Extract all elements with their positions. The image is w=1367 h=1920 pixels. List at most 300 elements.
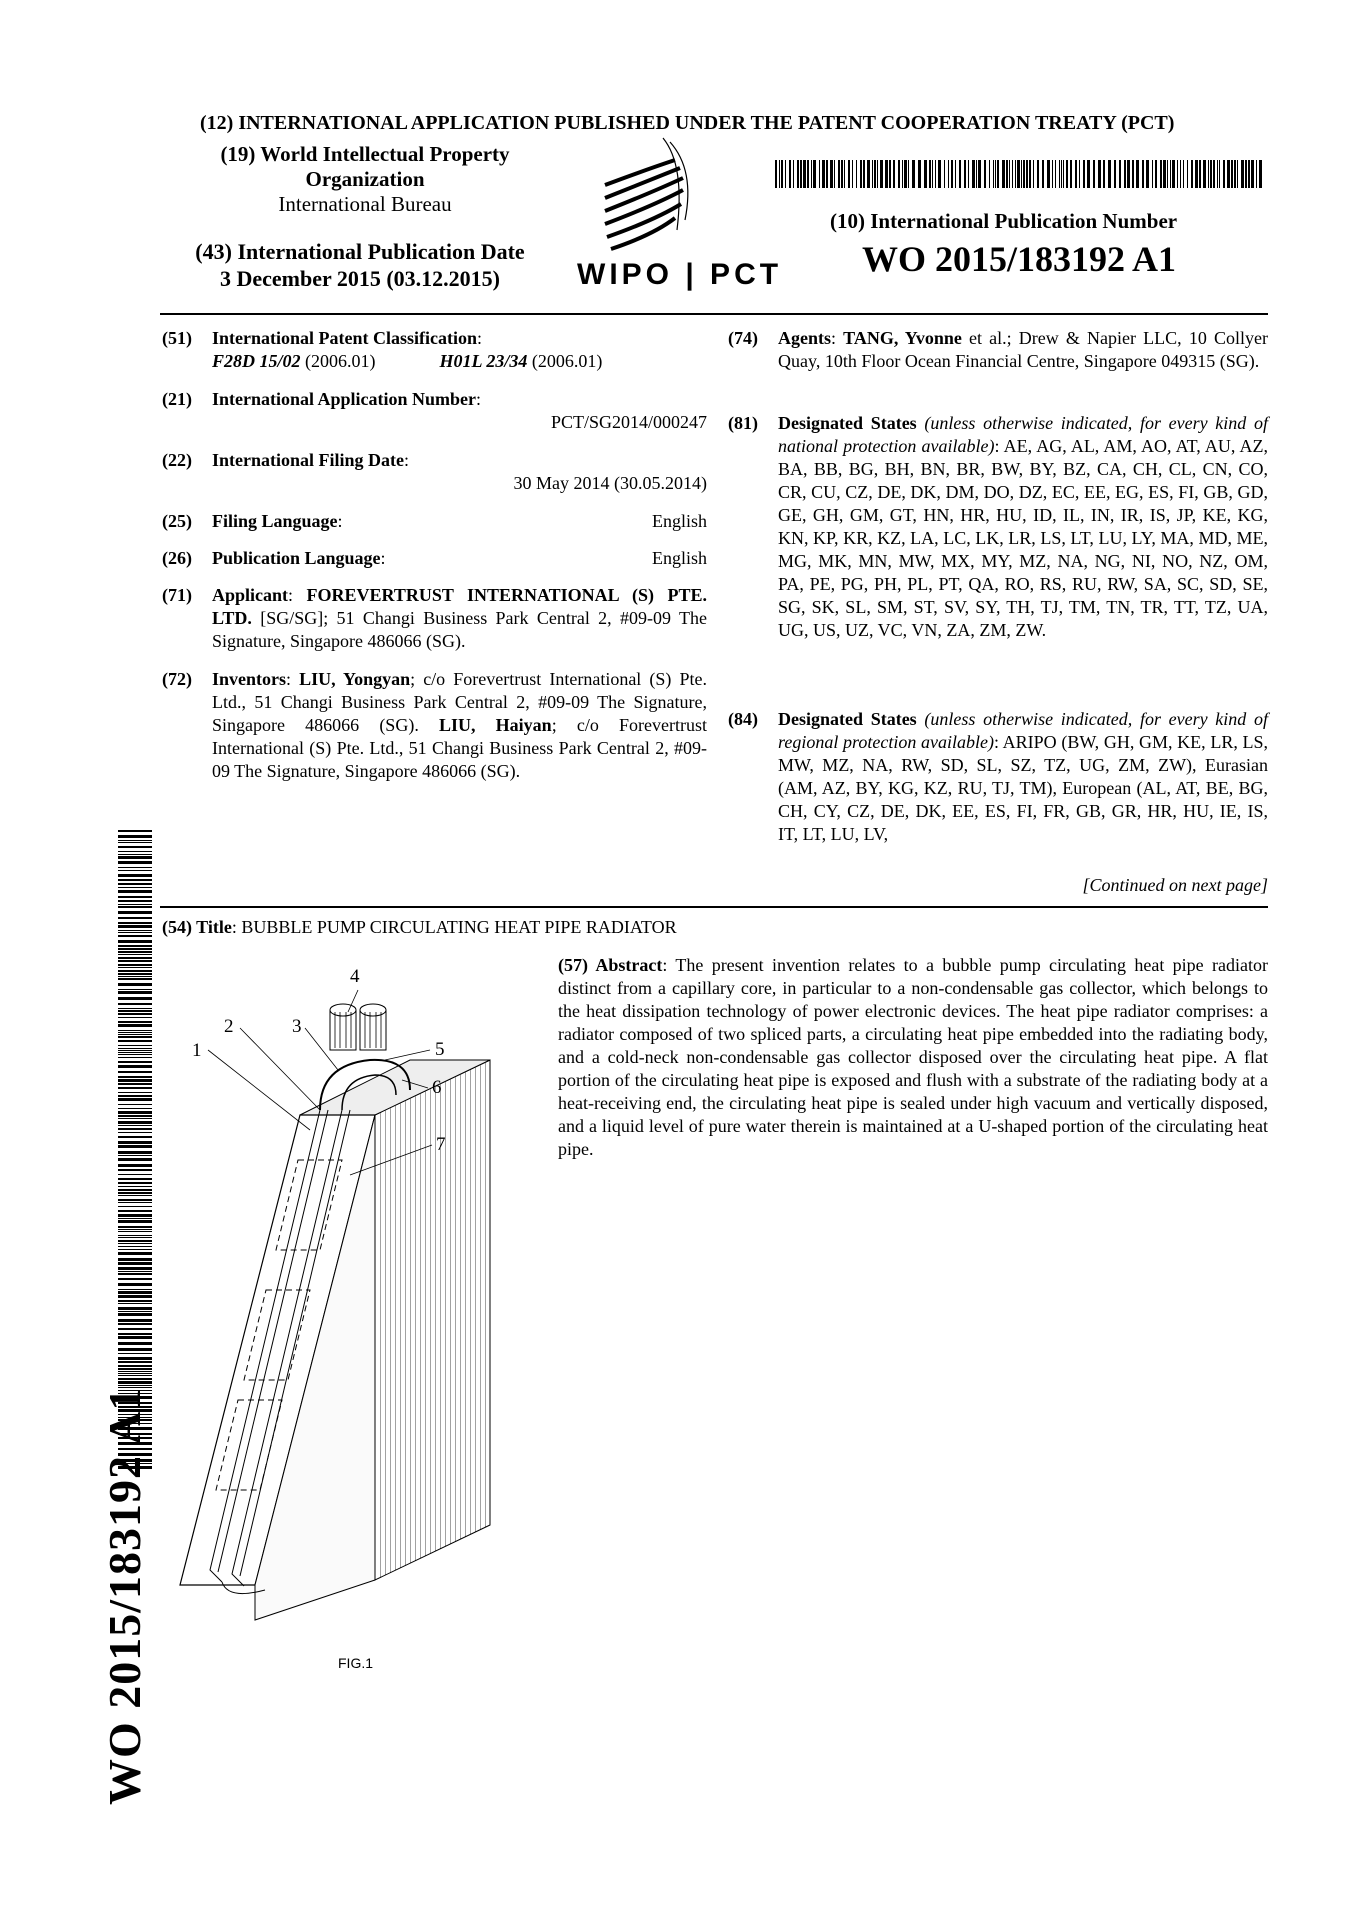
field-81-label: Designated States: [778, 413, 917, 433]
field-72: (72) Inventors: LIU, Yongyan; c/o Forevertrust International (S) Pte. Ltd., 51 Changi Business Park Central 2, #09-09 The Signature, Singapore 486066 (SG). LIU, Haiyan; c/o Forevertrust International (S) Pte. Ltd., 51 Changi Business Park Central 2, #09-09 The Signature, Singapore 486066 (SG).: [162, 669, 708, 781]
side-barcode-bar: [118, 840, 152, 841]
side-barcode-bar: [118, 1036, 152, 1038]
side-barcode-bar: [118, 940, 152, 943]
barcode-bar: [1006, 160, 1008, 188]
side-barcode-bar: [118, 1045, 152, 1046]
barcode-bar: [803, 160, 806, 188]
field-25: (25) Filing Language: English: [162, 511, 707, 531]
barcode-bar: [819, 160, 820, 188]
side-barcode-bar: [118, 1057, 152, 1058]
barcode-bar: [984, 160, 986, 188]
side-barcode-bar: [118, 1034, 152, 1035]
field-26-number: (26): [162, 548, 192, 568]
barcode-bar: [935, 160, 936, 188]
side-barcode-bar: [118, 1295, 152, 1298]
side-barcode-bar: [118, 835, 152, 838]
filing-language: English: [651, 511, 707, 531]
regional-states-list: : ARIPO (BW, GH, GM, KE, LR, LS, MW, MZ, NA, RW, SD, SL, SZ, TZ, UG, ZM, ZW), Eurasian (AM, AZ, BY, KG, KZ, RU, TJ, TM), European (AL, AT, BE, BG, CH, CY, CZ, DE, DK, EE, ES, FI, FR, GB, GR, HR, HU, IE, IS, IT, LT, LU, LV,: [778, 732, 1269, 844]
barcode-bar: [781, 160, 783, 188]
side-barcode-bar: [118, 957, 152, 959]
barcode-bar: [1055, 160, 1056, 188]
field-84-qualifier: (unless otherwise indicated, for every kind of regional protection available): [778, 709, 1268, 752]
barcode-bar: [944, 160, 945, 188]
side-barcode-bar: [118, 1071, 152, 1073]
barcode-bar: [948, 160, 949, 188]
side-barcode-bar: [118, 1226, 152, 1228]
field-51-label: International Patent Classification: [212, 328, 477, 348]
barcode-bar: [789, 160, 791, 188]
side-barcode-bar: [118, 1214, 152, 1217]
side-barcode-bar: [118, 1202, 152, 1203]
barcode-bar: [1103, 160, 1105, 188]
barcode-bar: [1017, 160, 1020, 188]
barcode-bar: [834, 160, 835, 188]
barcode-bar: [1170, 160, 1171, 188]
side-barcode-bar: [118, 1013, 152, 1015]
side-barcode-bar: [118, 1249, 152, 1250]
barcode-bar: [924, 160, 927, 188]
barcode-bar: [1127, 160, 1130, 188]
side-barcode-bar: [118, 1252, 152, 1255]
barcode-bar: [1079, 160, 1080, 188]
barcode-bar: [1213, 160, 1215, 188]
header-rule: [160, 313, 1268, 315]
barcode-bar: [1087, 160, 1090, 188]
side-barcode-bar: [118, 1333, 152, 1335]
side-barcode-graphic: [118, 830, 152, 1470]
side-barcode-bar: [118, 1010, 152, 1012]
barcode-bar: [1124, 160, 1126, 188]
barcode-bar: [1119, 160, 1121, 188]
field-81: [728, 412, 1268, 642]
barcode-bar: [1241, 160, 1244, 188]
barcode-bar: [1152, 160, 1153, 188]
barcode-bar: [1219, 160, 1220, 188]
publication-number: WO 2015/183192 A1: [862, 239, 1177, 279]
field-25-number: (25): [162, 511, 192, 531]
agent-address: et al.; Drew & Napier LLC, 10 Collyer Quay, 10th Floor Ocean Financial Centre, Singapore 049315 (SG).: [778, 328, 1268, 371]
barcode-bar: [813, 160, 816, 188]
barcode-bar: [830, 160, 833, 188]
barcode-bar: [932, 160, 933, 188]
side-barcode-bar: [118, 1079, 152, 1082]
side-barcode-bar: [118, 1083, 152, 1085]
barcode-bar: [872, 160, 873, 188]
field-22-number: (22): [162, 450, 192, 470]
side-barcode-bar: [118, 1271, 152, 1272]
side-barcode-bar: [118, 964, 152, 966]
side-barcode-bar: [118, 911, 152, 914]
side-barcode-bar: [118, 1021, 152, 1023]
field-25-label: Filing Language: [212, 511, 338, 531]
barcode-bar: [885, 160, 888, 188]
org-line-1: (19) World Intellectual Property: [220, 142, 510, 166]
field-21-label: International Application Number: [212, 389, 477, 409]
side-barcode-bar: [118, 1342, 152, 1345]
side-barcode-bar: [118, 1267, 152, 1270]
barcode-bar: [929, 160, 931, 188]
barcode-bar: [1237, 160, 1238, 188]
barcode-bar: [1142, 160, 1144, 188]
figure-label-5: 5: [435, 1039, 445, 1060]
org-line-2: Organization: [305, 167, 425, 191]
side-barcode-bar: [118, 1158, 152, 1161]
side-barcode-bar: [118, 896, 152, 898]
side-barcode-bar: [118, 1024, 152, 1027]
side-barcode-bar: [118, 1192, 152, 1194]
side-barcode-bar: [118, 1229, 152, 1230]
barcode-bar: [1223, 160, 1225, 188]
field-51: (51) International Patent Classification: F28D 15/02 (2006.01) H01L 23/34 (2006.01): [162, 328, 603, 371]
side-barcode-bar: [118, 1307, 152, 1310]
side-barcode-bar: [118, 1361, 152, 1363]
barcode-bar: [822, 160, 825, 188]
side-barcode-bar: [118, 1218, 152, 1219]
title-section: (54) Title: BUBBLE PUMP CIRCULATING HEAT PIPE RADIATOR: [162, 917, 677, 937]
barcode-bar: [793, 160, 794, 188]
barcode-bar: [1191, 160, 1193, 188]
barcode-bar: [1009, 160, 1010, 188]
barcode-bar: [1023, 160, 1025, 188]
barcode-bar: [951, 160, 953, 188]
field-72-number: (72): [162, 669, 192, 689]
side-barcode-bar: [118, 1108, 152, 1109]
classification-2: H01L 23/34: [439, 351, 528, 371]
side-barcode-bar: [118, 867, 152, 868]
field-51-number: (51): [162, 328, 192, 348]
side-barcode-bar: [118, 1368, 152, 1370]
side-barcode-bar: [118, 1169, 152, 1171]
side-barcode-bar: [118, 851, 152, 852]
barcode-bar: [893, 160, 895, 188]
top-barcode: [775, 160, 1265, 188]
side-barcode-bar: [118, 1328, 152, 1330]
barcode-bar: [1033, 160, 1034, 188]
side-barcode-bar: [118, 991, 152, 994]
barcode-bar: [1108, 160, 1111, 188]
barcode-bar: [860, 160, 862, 188]
side-barcode-bar: [118, 1054, 152, 1055]
side-barcode-bar: [118, 1128, 152, 1130]
application-number: PCT/SG2014/000247: [550, 412, 707, 432]
side-barcode-bar: [118, 1300, 152, 1302]
barcode-bar: [877, 160, 878, 188]
side-barcode-bar: [118, 854, 152, 855]
side-barcode-bar: [118, 861, 152, 864]
side-barcode-bar: [118, 1303, 152, 1304]
side-barcode-bar: [118, 1189, 152, 1191]
side-barcode-bar: [118, 1178, 152, 1180]
field-21-number: (21): [162, 389, 192, 409]
barcode-bar: [1002, 160, 1005, 188]
barcode-bar: [1037, 160, 1039, 188]
barcode-bar: [1227, 160, 1230, 188]
side-barcode-bar: [118, 1246, 152, 1247]
side-barcode-bar: [118, 1231, 152, 1232]
field-74-label: Agents: [778, 328, 831, 348]
side-barcode-bar: [118, 1092, 152, 1093]
side-barcode-bar: [118, 997, 152, 1000]
side-barcode-bar: [118, 1141, 152, 1144]
barcode-bar: [1163, 160, 1166, 188]
side-barcode-bar: [118, 842, 152, 843]
org-line-3: International Bureau: [278, 192, 452, 216]
barcode-bar: [874, 160, 876, 188]
barcode-bar: [1083, 160, 1085, 188]
wipo-logo: [575, 130, 783, 291]
side-barcode-bar: [118, 1052, 152, 1053]
barcode-bar: [848, 160, 850, 188]
barcode-bar: [800, 160, 802, 188]
barcode-bar: [867, 160, 870, 188]
barcode-bar: [1075, 160, 1077, 188]
barcode-bar: [997, 160, 999, 188]
side-barcode-bar: [118, 1199, 152, 1201]
wipo-pct-text: WIPO | PCT: [577, 258, 783, 291]
field-81-number: (81): [728, 413, 758, 433]
figure-label-6: 6: [432, 1077, 442, 1098]
barcode-bar: [978, 160, 981, 188]
side-barcode-bar: [118, 970, 152, 972]
classification-1-year: (2006.01): [305, 351, 376, 371]
barcode-bar: [1132, 160, 1134, 188]
side-barcode-bar: [118, 1323, 152, 1325]
barcode-bar: [1070, 160, 1072, 188]
side-barcode-bar: [118, 1050, 152, 1051]
side-barcode-bar: [118, 1151, 152, 1154]
side-barcode-bar: [118, 1121, 152, 1124]
field-72-label: Inventors: [212, 669, 287, 689]
side-barcode-bar: [118, 1115, 152, 1117]
field-21: (21) International Application Number: PCT/SG2014/000247: [162, 389, 707, 432]
organization-block: [200, 142, 530, 217]
classification-1: F28D 15/02: [212, 351, 301, 371]
side-barcode-bar: [118, 1076, 152, 1078]
side-barcode-bar: [118, 846, 152, 848]
side-barcode-bar: [118, 1174, 152, 1175]
barcode-bar: [1061, 160, 1062, 188]
side-barcode-bar: [118, 925, 152, 928]
barcode-bar: [959, 160, 961, 188]
side-barcode-bar: [118, 1353, 152, 1354]
invention-title: BUBBLE PUMP CIRCULATING HEAT PIPE RADIATOR: [241, 917, 677, 937]
barcode-bar: [1167, 160, 1168, 188]
publication-date-label: (43) International Publication Date: [195, 239, 525, 264]
barcode-bar: [1021, 160, 1022, 188]
field-71-label: Applicant: [212, 585, 289, 605]
side-barcode-bar: [118, 1145, 152, 1148]
barcode-bar: [902, 160, 903, 188]
classification-2-year: (2006.01): [531, 351, 603, 371]
side-barcode-bar: [118, 1375, 152, 1376]
side-barcode-bar: [118, 1182, 152, 1184]
field-74-number: (74): [728, 328, 758, 348]
barcode-bar: [1093, 160, 1095, 188]
barcode-bar: [826, 160, 828, 188]
barcode-bar: [938, 160, 941, 188]
barcode-bar: [797, 160, 799, 188]
side-barcode-bar: [118, 1262, 152, 1265]
side-barcode-bar: [118, 874, 152, 877]
publication-date-block: [180, 238, 540, 292]
side-barcode-bar: [118, 967, 152, 968]
barcode-bar: [1066, 160, 1068, 188]
treaty-header: (12) INTERNATIONAL APPLICATION PUBLISHED UNDER THE PATENT COOPERATION TREATY (PCT): [200, 112, 1175, 134]
side-barcode-bar: [118, 1195, 152, 1196]
side-barcode-bar: [118, 1132, 152, 1133]
figure-label-7: 7: [436, 1134, 446, 1155]
side-barcode-bar: [118, 1273, 152, 1275]
side-barcode-bar: [118, 1371, 152, 1372]
barcode-bar: [908, 160, 909, 188]
barcode-bar: [807, 160, 809, 188]
side-barcode-bar: [118, 870, 152, 871]
field-26-label: Publication Language: [212, 548, 381, 568]
figure-label-3: 3: [292, 1016, 302, 1037]
field-71-number: (71): [162, 585, 192, 605]
figure-1: [170, 960, 560, 1640]
side-barcode-bar: [118, 978, 152, 980]
barcode-bar: [811, 160, 812, 188]
wipo-globe-icon: [575, 130, 765, 260]
barcode-bar: [1256, 160, 1257, 188]
side-barcode-bar: [118, 1118, 152, 1119]
barcode-bar: [1015, 160, 1016, 188]
barcode-bar: [993, 160, 994, 188]
side-barcode-bar: [118, 930, 152, 931]
side-barcode-bar: [118, 989, 152, 990]
barcode-bar: [1210, 160, 1212, 188]
field-84-number: (84): [728, 709, 758, 729]
side-barcode-bar: [118, 951, 152, 953]
side-barcode-bar: [118, 960, 152, 962]
side-barcode-bar: [118, 1378, 152, 1380]
barcode-bar: [1251, 160, 1254, 188]
barcode-bar: [964, 160, 966, 188]
side-barcode-bar: [118, 1313, 152, 1316]
barcode-bar: [1012, 160, 1013, 188]
field-71: (71) Applicant: FOREVERTRUST INTERNATIONAL (S) PTE. LTD. [SG/SG]; 51 Changi Business Park Central 2, #09-09 The Signature, Singapore 486066 (SG).: [162, 585, 708, 651]
side-barcode-bar: [118, 1210, 152, 1212]
side-barcode-bar: [118, 1289, 152, 1290]
side-barcode-bar: [118, 954, 152, 955]
barcode-bar: [785, 160, 786, 188]
side-barcode-bar: [118, 1048, 152, 1049]
barcode-bar: [898, 160, 900, 188]
abstract: (57) Abstract: The present invention relates to a bubble pump circulating heat pipe radiator distinct from a capillary core, in particular to a non-condensable gas collector, which belongs to the heat dissipation technology of power electronic devices. The heat pipe radiator comprises: a radiator composed of two spliced parts, a circulating heat pipe embedded into the radiating body, and a cold-neck non-condensable gas collector disposed over the circulating heat pipe. A flat portion of the circulating heat pipe is exposed and flush with a substrate of the radiating body at a heat-receiving end, the circulating heat pipe is sealed under high vacuum and vertically disposed, and a liquid level of pure water therein is maintained at a U-shaped portion of the circulating heat pipe.: [558, 955, 1268, 1159]
barcode-bar: [1026, 160, 1028, 188]
barcode-bar: [838, 160, 840, 188]
side-barcode-bar: [118, 935, 152, 937]
barcode-bar: [1042, 160, 1044, 188]
barcode-bar: [1172, 160, 1175, 188]
side-barcode-bar: [118, 1235, 152, 1236]
publication-date-value: 3 December 2015 (03.12.2015): [219, 266, 501, 291]
barcode-bar: [1183, 160, 1184, 188]
side-barcode-bar: [118, 1240, 152, 1242]
barcode-bar: [912, 160, 915, 188]
figure-caption: FIG.1: [338, 1655, 374, 1671]
barcode-bar: [1259, 160, 1262, 188]
inventor-2-name: LIU, Haiyan: [439, 715, 552, 735]
side-barcode-bar: [118, 1291, 152, 1294]
section-rule: [160, 906, 1268, 908]
figure-label-1: 1: [192, 1040, 202, 1061]
barcode-bar: [1248, 160, 1250, 188]
inventor-1-name: LIU, Yongyan: [299, 669, 411, 689]
barcode-bar: [968, 160, 969, 188]
side-barcode-bar: [118, 976, 152, 977]
barcode-bar: [1136, 160, 1139, 188]
side-barcode-bar: [118, 1125, 152, 1126]
side-barcode-bar: [118, 932, 152, 933]
barcode-bar: [1231, 160, 1233, 188]
side-barcode-bar: [118, 945, 152, 947]
barcode-bar: [1146, 160, 1149, 188]
side-barcode-bar: [118, 1243, 152, 1244]
publication-language: English: [651, 548, 707, 568]
side-barcode-bar: [118, 1336, 152, 1339]
national-states-list: : AE, AG, AL, AM, AO, AT, AU, AZ, BA, BB, BG, BH, BN, BR, BW, BY, BZ, CA, CH, CL, CN, CO, CR, CU, CZ, DE, DK, DM, DO, DZ, EC, EE, EG, ES, FI, GB, GD, GE, GH, GM, GT, HN, HR, HU, ID, IL, IN, IR, IS, JP, KE, KG, KN, KP, KR, KZ, LA, LC, LK, LR, LS, LT, LU, LY, MA, MD, ME, MG, MK, MN, MW, MX, MY, MZ, NA, NG, NI, NO, NZ, OM, PA, PE, PG, PH, PL, PT, QA, RO, RS, RU, RW, SA, SC, SD, SE, SG, SK, SL, SM, ST, SV, SY, TH, TJ, TM, TN, TR, TT, TZ, UA, UG, US, UZ, VC, VN, ZA, ZM, ZW.: [778, 436, 1268, 640]
side-barcode-bar: [118, 1032, 152, 1033]
barcode-bar: [995, 160, 996, 188]
side-barcode-bar: [118, 973, 152, 975]
side-barcode-bar: [118, 1220, 152, 1223]
side-barcode-bar: [118, 917, 152, 919]
barcode-graphic: [775, 160, 1265, 188]
side-barcode-bar: [118, 1098, 152, 1101]
barcode-bar: [1047, 160, 1050, 188]
radiator-drawing: [170, 960, 560, 1640]
applicant-address: [SG/SG]; 51 Changi Business Park Central 2, #09-09 The Signature, Singapore 486066 (SG).: [212, 608, 708, 651]
barcode-bar: [1217, 160, 1218, 188]
abstract-text: The present invention relates to a bubble pump circulating heat pipe radiator distinct from a capillary core, in particular to a non-condensable gas collector, which belongs to the heat dissipation technology of power electronic devices. The heat pipe radiator comprises: a radiator composed of two spliced parts, a circulating heat pipe embedded into the radiating body, and a cold-neck non-condensable gas collector disposed over the circulating heat pipe. A flat portion of the circulating heat pipe is exposed and flush with a substrate of the radiating body at a heat-receiving end, the circulating heat pipe is sealed under high vacuum and vertically disposed, and a liquid level of pure water therein is maintained at a U-shaped portion of the circulating heat pipe.: [558, 955, 1268, 1159]
barcode-bar: [1203, 160, 1206, 188]
side-barcode-bar: [118, 948, 152, 950]
barcode-bar: [1052, 160, 1053, 188]
field-22: (22) International Filing Date: 30 May 2014 (30.05.2014): [162, 450, 707, 493]
filing-date: 30 May 2014 (30.05.2014): [513, 473, 707, 493]
barcode-bar: [863, 160, 865, 188]
agent-name: TANG, Yvonne: [843, 328, 962, 348]
side-barcode-bar: [118, 1348, 152, 1351]
barcode-bar: [1177, 160, 1178, 188]
side-barcode-bar: [118, 1155, 152, 1156]
side-barcode-bar: [118, 1283, 152, 1286]
figure-label-4: 4: [350, 966, 360, 987]
continued-note: [Continued on next page]: [1082, 875, 1268, 895]
side-barcode-bar: [118, 1136, 152, 1138]
barcode-bar: [841, 160, 843, 188]
barcode-bar: [1234, 160, 1236, 188]
field-22-label: International Filing Date: [212, 450, 404, 470]
barcode-bar: [844, 160, 845, 188]
barcode-bar: [1160, 160, 1162, 188]
figure-label-2: 2: [224, 1016, 234, 1037]
barcode-bar: [1059, 160, 1060, 188]
side-barcode-bar: [118, 1104, 152, 1105]
barcode-bar: [1195, 160, 1198, 188]
barcode-bar: [1114, 160, 1116, 188]
publication-number-label: (10) International Publication Number: [830, 209, 1178, 233]
barcode-bar: [1187, 160, 1188, 188]
barcode-bar: [779, 160, 780, 188]
side-barcode-bar: [118, 1381, 152, 1384]
side-barcode-bar: [118, 1237, 152, 1238]
side-barcode-bar: [118, 1164, 152, 1167]
barcode-bar: [852, 160, 853, 188]
side-barcode-bar: [118, 879, 152, 881]
